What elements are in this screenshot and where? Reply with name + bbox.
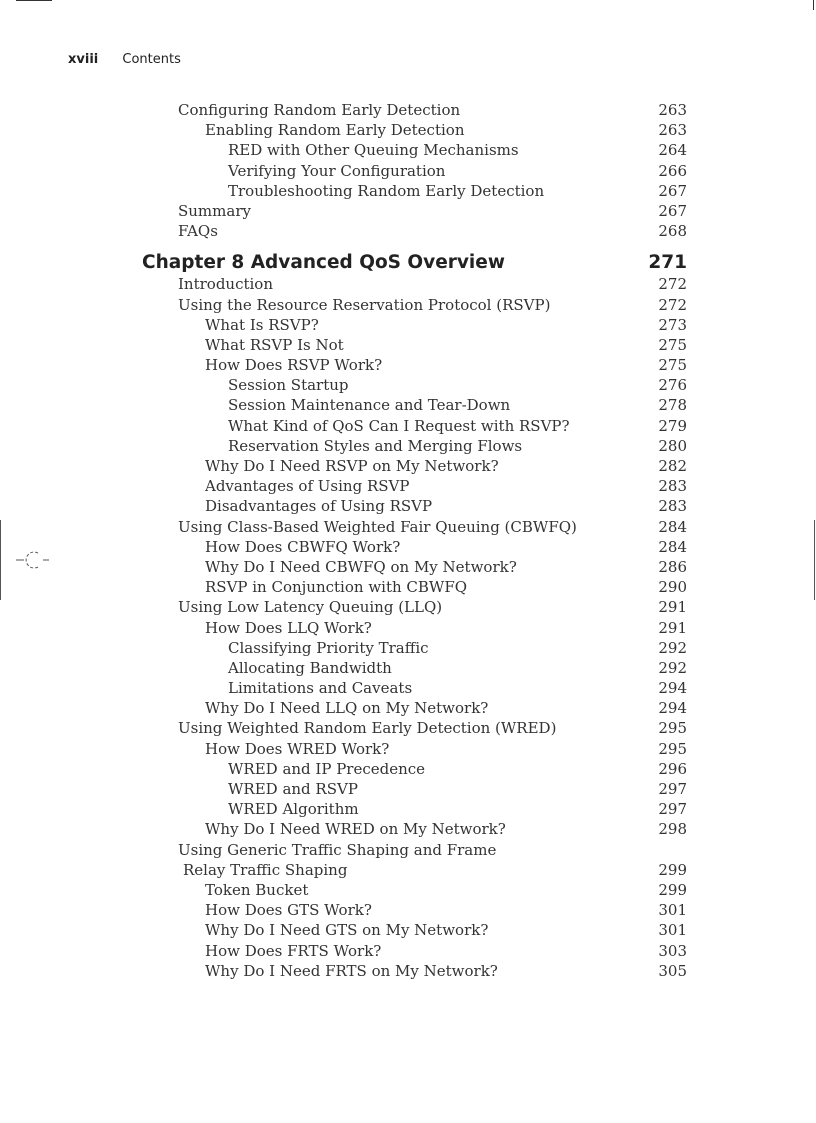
- toc-entries-before: [0, 101, 816, 242]
- toc-entry-page: 272: [658, 275, 687, 294]
- toc-entry-page: 295: [658, 719, 687, 738]
- toc-entry-page: 264: [658, 141, 687, 160]
- chapter-heading[interactable]: [0, 242, 816, 275]
- toc-entry-title: FAQs: [178, 222, 218, 241]
- toc-entry-title: Classifying Priority Traffic: [228, 638, 429, 657]
- toc-entry-page: 296: [658, 759, 687, 778]
- toc-entry-title: What Is RSVP?: [205, 315, 319, 334]
- toc-entry-page: 301: [658, 921, 687, 940]
- crop-mark-top-left: [16, 0, 52, 1]
- toc-entry[interactable]: [0, 780, 816, 800]
- toc-entry-page: 284: [658, 537, 687, 556]
- toc-entry-title: Disadvantages of Using RSVP: [205, 497, 433, 516]
- chapter-title: Chapter 8 Advanced QoS Overview: [142, 252, 505, 274]
- crop-mark-top-right: [813, 0, 814, 10]
- chapter-page: 271: [648, 252, 687, 274]
- toc-entry-page: 267: [658, 201, 687, 220]
- toc-entry-title: Why Do I Need CBWFQ on My Network?: [205, 557, 517, 576]
- toc-entry-title: Enabling Random Early Detection: [205, 121, 465, 140]
- toc-entry-title: Allocating Bandwidth: [228, 658, 392, 677]
- toc-entry-page: 284: [658, 517, 687, 536]
- toc-entry-page: 294: [658, 679, 687, 698]
- toc-entry-page: 276: [658, 376, 687, 395]
- toc-entry[interactable]: [0, 942, 816, 962]
- toc-entry-page: 282: [658, 457, 687, 475]
- toc-entry-title: How Does GTS Work?: [205, 901, 372, 920]
- toc-entry-page: 299: [658, 880, 687, 899]
- toc-entry[interactable]: [0, 699, 816, 719]
- toc-entry-title: RED with Other Queuing Mechanisms: [228, 141, 519, 160]
- toc-entry[interactable]: [0, 679, 816, 699]
- toc-entry-title: Session Maintenance and Tear-Down: [228, 396, 511, 415]
- toc-entry-page: 291: [658, 598, 687, 617]
- toc-entry[interactable]: [0, 417, 816, 437]
- toc-entry-title: Why Do I Need WRED on My Network?: [205, 820, 506, 839]
- toc-entry[interactable]: [0, 881, 816, 901]
- toc-entry[interactable]: [0, 841, 816, 861]
- toc-entry[interactable]: [0, 760, 816, 780]
- toc-entry-page: 291: [658, 618, 687, 637]
- toc-entry-page: 297: [658, 800, 687, 819]
- toc-entry[interactable]: [0, 202, 816, 222]
- toc-entry-title: Configuring Random Early Detection: [178, 101, 461, 119]
- page-folio: xviii: [68, 52, 99, 67]
- toc-entry[interactable]: [0, 396, 816, 416]
- toc-entry-page: 283: [658, 497, 687, 516]
- toc-entry[interactable]: [0, 538, 816, 558]
- toc-entry-title: Using Low Latency Queuing (LLQ): [178, 598, 443, 617]
- section-name: Contents: [122, 52, 181, 67]
- toc-entry-title: Verifying Your Configuration: [228, 161, 446, 180]
- toc-entry-page: 263: [658, 101, 687, 119]
- toc-entry-page: 301: [658, 901, 687, 920]
- toc-entry-page: 290: [658, 578, 687, 597]
- toc-entry[interactable]: [0, 121, 816, 141]
- toc-entry-title: Limitations and Caveats: [228, 679, 413, 698]
- toc-entry-title: What Kind of QoS Can I Request with RSVP?: [228, 416, 570, 435]
- toc-entries-after: [0, 275, 816, 982]
- toc-entry-title: Why Do I Need RSVP on My Network?: [205, 457, 499, 475]
- toc-entry[interactable]: [0, 336, 816, 356]
- toc-entry[interactable]: [0, 162, 816, 182]
- toc-entry-page: 272: [658, 295, 687, 314]
- toc-entry-title: WRED and RSVP: [228, 780, 358, 798]
- toc-entry[interactable]: [0, 497, 816, 517]
- toc-entry[interactable]: [0, 222, 816, 242]
- toc-entry[interactable]: [0, 962, 816, 982]
- toc-entry-page: 283: [658, 477, 687, 496]
- toc-entry[interactable]: [0, 861, 816, 881]
- toc-entry-title: Troubleshooting Random Early Detection: [228, 181, 545, 200]
- toc-entry-page: 294: [658, 699, 687, 718]
- toc-entry-page: 268: [658, 222, 687, 241]
- toc-entry[interactable]: [0, 659, 816, 679]
- toc-entry[interactable]: [0, 457, 816, 477]
- toc-entry[interactable]: [0, 437, 816, 457]
- toc-entry-title: Relay Traffic Shaping: [183, 860, 348, 879]
- toc-entry-title: How Does CBWFQ Work?: [205, 537, 401, 556]
- toc-entry-title: Reservation Styles and Merging Flows: [228, 436, 523, 455]
- toc-entry[interactable]: [0, 820, 816, 840]
- toc-entry[interactable]: [0, 619, 816, 639]
- toc-entry-title: How Does WRED Work?: [205, 739, 390, 758]
- toc-entry-title: Introduction: [178, 275, 273, 294]
- toc-entry-title: Using Weighted Random Early Detection (WRED): [178, 719, 557, 738]
- toc-entry-title: Using Class-Based Weighted Fair Queuing (CBWFQ): [178, 517, 577, 536]
- toc-entry[interactable]: [0, 578, 816, 598]
- toc-entry-page: 279: [658, 416, 687, 435]
- toc-entry-title: Summary: [178, 201, 251, 220]
- toc-entry[interactable]: [0, 598, 816, 618]
- toc-entry-title: Advantages of Using RSVP: [205, 477, 410, 496]
- toc-entry-page: 286: [658, 557, 687, 576]
- toc-entry-page: 273: [658, 315, 687, 334]
- toc-entry[interactable]: [0, 719, 816, 739]
- toc-entry[interactable]: [0, 296, 816, 316]
- toc-entry-page: 292: [658, 638, 687, 657]
- table-of-contents: [0, 101, 816, 982]
- toc-entry-title: Why Do I Need GTS on My Network?: [205, 921, 489, 940]
- toc-entry-page: 303: [658, 941, 687, 960]
- toc-entry[interactable]: [0, 800, 816, 820]
- toc-entry[interactable]: [0, 141, 816, 161]
- toc-entry-title: How Does RSVP Work?: [205, 356, 383, 375]
- toc-entry-title: How Does FRTS Work?: [205, 941, 382, 960]
- toc-entry-title: WRED and IP Precedence: [228, 759, 426, 778]
- toc-entry-page: 298: [658, 820, 687, 839]
- toc-entry-page: 275: [658, 356, 687, 375]
- toc-entry-title: Session Startup: [228, 376, 349, 395]
- toc-entry[interactable]: [0, 356, 816, 376]
- toc-entry[interactable]: [0, 518, 816, 538]
- toc-entry-page: 263: [658, 121, 687, 140]
- running-head: [68, 52, 181, 67]
- toc-entry[interactable]: [0, 921, 816, 941]
- toc-entry-page: 305: [658, 961, 687, 980]
- toc-entry-title: Using Generic Traffic Shaping and Frame: [178, 840, 497, 859]
- toc-entry-title: How Does LLQ Work?: [205, 618, 372, 637]
- toc-entry-page: 297: [658, 780, 687, 798]
- toc-entry-title: Why Do I Need FRTS on My Network?: [205, 961, 498, 980]
- toc-entry[interactable]: [0, 101, 816, 121]
- toc-entry-page: 299: [658, 860, 687, 879]
- toc-entry[interactable]: [0, 477, 816, 497]
- toc-entry-title: RSVP in Conjunction with CBWFQ: [205, 578, 468, 597]
- toc-entry-page: 292: [658, 658, 687, 677]
- toc-entry[interactable]: [0, 376, 816, 396]
- toc-entry-title: What RSVP Is Not: [205, 335, 344, 354]
- toc-entry-page: 275: [658, 335, 687, 354]
- toc-entry[interactable]: [0, 740, 816, 760]
- toc-entry-page: 266: [658, 161, 687, 180]
- toc-entry[interactable]: [0, 639, 816, 659]
- toc-entry-title: Why Do I Need LLQ on My Network?: [205, 699, 489, 718]
- toc-entry-title: Token Bucket: [205, 880, 309, 899]
- toc-entry-page: 278: [658, 396, 687, 415]
- toc-entry-title: WRED Algorithm: [228, 800, 359, 819]
- toc-entry[interactable]: [0, 275, 816, 295]
- toc-entry-page: 295: [658, 739, 687, 758]
- toc-entry[interactable]: [0, 901, 816, 921]
- toc-entry[interactable]: [0, 182, 816, 202]
- toc-entry[interactable]: [0, 558, 816, 578]
- toc-entry-title: Using the Resource Reservation Protocol (RSVP): [178, 295, 551, 314]
- toc-entry-page: 267: [658, 181, 687, 200]
- toc-entry[interactable]: [0, 316, 816, 336]
- toc-entry-page: 280: [658, 436, 687, 455]
